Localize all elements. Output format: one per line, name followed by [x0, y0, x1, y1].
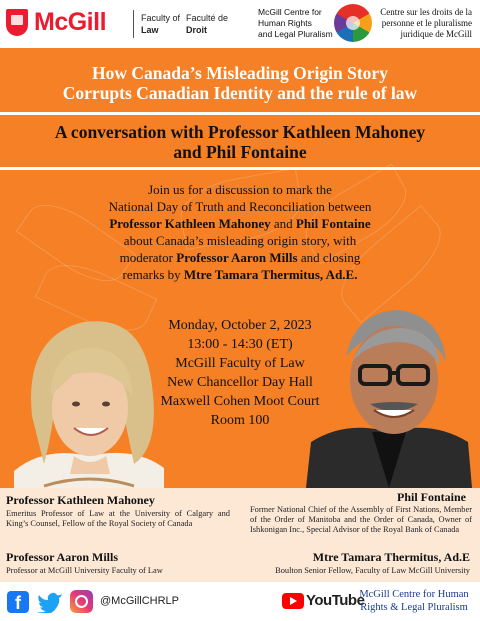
desc-closing-speaker: Mtre Tamara Thermitus, Ad.E.: [183, 267, 358, 282]
desc-moderator: Professor Aaron Mills: [176, 250, 298, 265]
centre-fr-line2: personne et le pluralisme: [381, 18, 472, 28]
faculty-fr-line2: Droit: [186, 25, 207, 35]
title-line2: Corrupts Canadian Identity and the rule of law: [62, 83, 418, 103]
faculty-fr: [186, 12, 228, 36]
centre-fr-line1: Centre sur les droits de la: [380, 7, 472, 17]
mcgill-wordmark: McGill: [34, 8, 107, 36]
youtube-icon[interactable]: [282, 593, 304, 609]
centre-footer-name: [356, 588, 472, 614]
title-rule: [0, 112, 480, 115]
event-time: 13:00 - 14:30 (ET): [187, 337, 293, 352]
desc-moderator-prefix: moderator: [119, 250, 177, 265]
faculty-en-line2: Law: [141, 25, 159, 35]
event-venue-2: New Chancellor Day Hall: [167, 375, 313, 390]
thermitus-bio: Boulton Senior Fellow, Faculty of Law McGill University: [275, 566, 470, 575]
fontaine-bio: Former National Chief of the Assembly of First Nations, Member of the Order of Manitoba and the Order of Canada, Owner of Ishkonigan Inc., Special Advisor of the Royal Bank of Canada: [250, 505, 472, 534]
centre-footer-line1: McGill Centre for Human: [359, 589, 469, 600]
desc-line2: National Day of Truth and Reconciliation between: [108, 199, 372, 214]
desc-and: and: [270, 216, 296, 231]
desc-speaker2: Phil Fontaine: [295, 216, 371, 231]
subtitle-line2: and Phil Fontaine: [173, 142, 307, 162]
desc-speaker1: Professor Kathleen Mahoney: [109, 216, 271, 231]
youtube-wordmark[interactable]: YouTube: [306, 592, 365, 609]
thermitus-name: Mtre Tamara Thermitus, Ad.E: [312, 550, 470, 564]
portrait-phil-fontaine: [306, 292, 472, 488]
event-venue-1: McGill Faculty of Law: [175, 356, 305, 371]
chrlp-logo-icon: [334, 4, 372, 42]
event-description: [60, 181, 420, 283]
subtitle-rule: [0, 167, 480, 170]
event-title: [0, 56, 480, 112]
mahoney-bio: Emeritus Professor of Law at the University of Calgary and King’s Counsel, Fellow of the Royal Society of Canada: [6, 509, 230, 528]
mcgill-shield-icon: [6, 9, 28, 36]
mcgill-logo[interactable]: [6, 8, 106, 37]
event-venue-3: Maxwell Cohen Moot Court: [160, 394, 320, 409]
event-date: Monday, October 2, 2023: [168, 318, 312, 333]
fontaine-name: Phil Fontaine: [396, 490, 466, 504]
desc-moderator-suffix: and closing: [297, 250, 361, 265]
event-subtitle: [0, 122, 480, 162]
faculty-fr-line1: Faculté de: [186, 13, 229, 23]
portrait-kathleen-mahoney: [14, 296, 164, 488]
centre-footer-line2: Rights & Legal Pluralism: [360, 602, 468, 613]
centre-name-en: [258, 7, 333, 40]
instagram-icon[interactable]: [70, 590, 93, 613]
centre-en-line1: McGill Centre for: [258, 7, 322, 17]
desc-line4: about Canada’s misleading origin story, with: [123, 233, 357, 248]
faculty-en: [141, 12, 180, 36]
mills-name: Professor Aaron Mills: [6, 550, 118, 564]
subtitle-line1: A conversation with Professor Kathleen Mahoney: [54, 122, 426, 142]
social-handle[interactable]: @McGillCHRLP: [100, 595, 180, 607]
centre-en-line3: and Legal Pluralism: [258, 29, 333, 39]
centre-fr-line3: juridique de McGill: [400, 29, 472, 39]
centre-en-line2: Human Rights: [258, 18, 312, 28]
header-bar: [0, 0, 480, 48]
faculty-en-line1: Faculty of: [141, 13, 181, 23]
desc-remarks-prefix: remarks by: [122, 267, 184, 282]
social-bar: [0, 582, 480, 621]
desc-line1: Join us for a discussion to mark the: [148, 182, 332, 197]
facebook-icon[interactable]: f: [7, 591, 29, 613]
mahoney-name: Professor Kathleen Mahoney: [6, 493, 155, 507]
title-line1: How Canada’s Misleading Origin Story: [92, 63, 388, 83]
header-divider: [133, 10, 134, 38]
centre-name-fr: [380, 7, 472, 40]
event-room: Room 100: [210, 413, 270, 428]
mills-bio: Professor at McGill University Faculty of Law: [6, 566, 163, 575]
twitter-icon[interactable]: [37, 591, 63, 613]
